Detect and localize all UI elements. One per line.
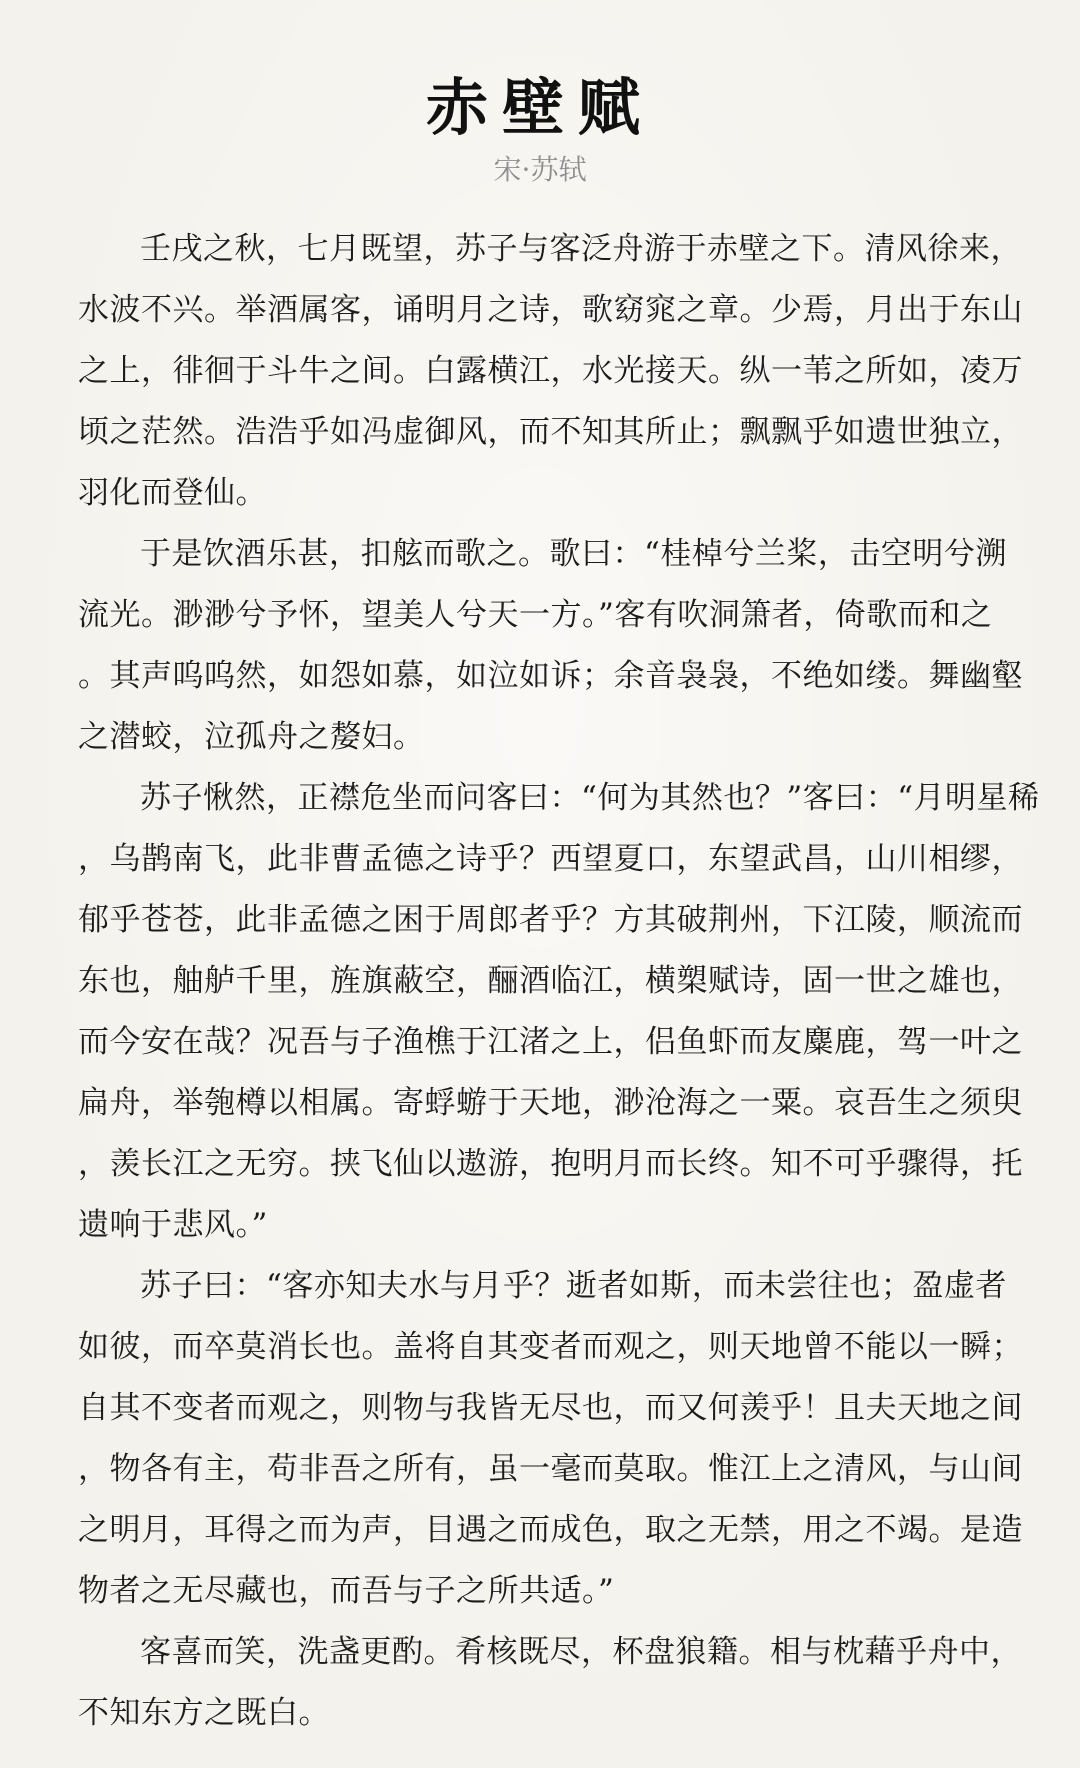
text-body: [78, 219, 1040, 1744]
text-line: 扁舟，举匏樽以相属。寄蜉蝣于天地，渺沧海之一粟。哀吾生之须臾: [78, 1085, 1023, 1121]
text-line: ，羡长江之无穷。挟飞仙以遨游，抱明月而长终。知不可乎骤得，托: [78, 1146, 1023, 1182]
text-line: 苏子愀然，正襟危坐而问客曰：“何为其然也？”客曰：“月明星稀: [140, 780, 1040, 816]
text-line: 客喜而笑，洗盏更酌。肴核既尽，杯盘狼籍。相与枕藉乎舟中，: [140, 1634, 1022, 1670]
text-line: 自其不变者而观之，则物与我皆无尽也，而又何羡乎！且夫天地之间: [78, 1390, 1023, 1426]
text-line: 。其声呜呜然，如怨如慕，如泣如诉；余音袅袅，不绝如缕。舞幽壑: [78, 658, 1023, 694]
text-line: 顷之茫然。浩浩乎如冯虚御风，而不知其所止；飘飘乎如遗世独立，: [78, 414, 1023, 450]
text-line: 而今安在哉？况吾与子渔樵于江渚之上，侣鱼虾而友麋鹿，驾一叶之: [78, 1024, 1023, 1060]
text-line: 郁乎苍苍，此非孟德之困于周郎者乎？方其破荆州，下江陵，顺流而: [78, 902, 1023, 938]
text-line: 如彼，而卒莫消长也。盖将自其变者而观之，则天地曾不能以一瞬；: [78, 1329, 1023, 1365]
text-line: 物者之无尽藏也，而吾与子之所共适。”: [78, 1573, 615, 1609]
text-line: ，乌鹊南飞，此非曹孟德之诗乎？西望夏口，东望武昌，山川相缪，: [78, 841, 1023, 877]
text-line: 遗响于悲风。”: [78, 1207, 268, 1243]
text-line: ，物各有主，苟非吾之所有，虽一毫而莫取。惟江上之清风，与山间: [78, 1451, 1023, 1487]
text-line: 之明月，耳得之而为声，目遇之而成色，取之无禁，用之不竭。是造: [78, 1512, 1023, 1548]
text-line: 壬戌之秋，七月既望，苏子与客泛舟游于赤壁之下。清风徐来，: [140, 231, 1022, 267]
text-line: 之上，徘徊于斗牛之间。白露横江，水光接天。纵一苇之所如，凌万: [78, 353, 1023, 389]
text-line: 苏子曰：“客亦知夫水与月乎？逝者如斯，而未尝往也；盈虚者: [140, 1268, 1007, 1304]
text-line: 之潜蛟，泣孤舟之嫠妇。: [78, 719, 425, 755]
text-line: 羽化而登仙。: [78, 475, 267, 511]
author-line: 宋·苏轼: [493, 153, 587, 186]
text-line: 于是饮酒乐甚，扣舷而歌之。歌曰：“桂棹兮兰桨，击空明兮溯: [140, 536, 1007, 572]
text-line: 流光。渺渺兮予怀，望美人兮天一方。”客有吹洞箫者，倚歌而和之: [78, 597, 993, 633]
page-title: 赤壁赋: [425, 71, 654, 144]
text-line: 水波不兴。举酒属客，诵明月之诗，歌窈窕之章。少焉，月出于东山: [78, 292, 1023, 328]
text-line: 东也，舳舻千里，旌旗蔽空，酾酒临江，横槊赋诗，固一世之雄也，: [78, 963, 1023, 999]
text-line: 不知东方之既白。: [78, 1695, 330, 1731]
